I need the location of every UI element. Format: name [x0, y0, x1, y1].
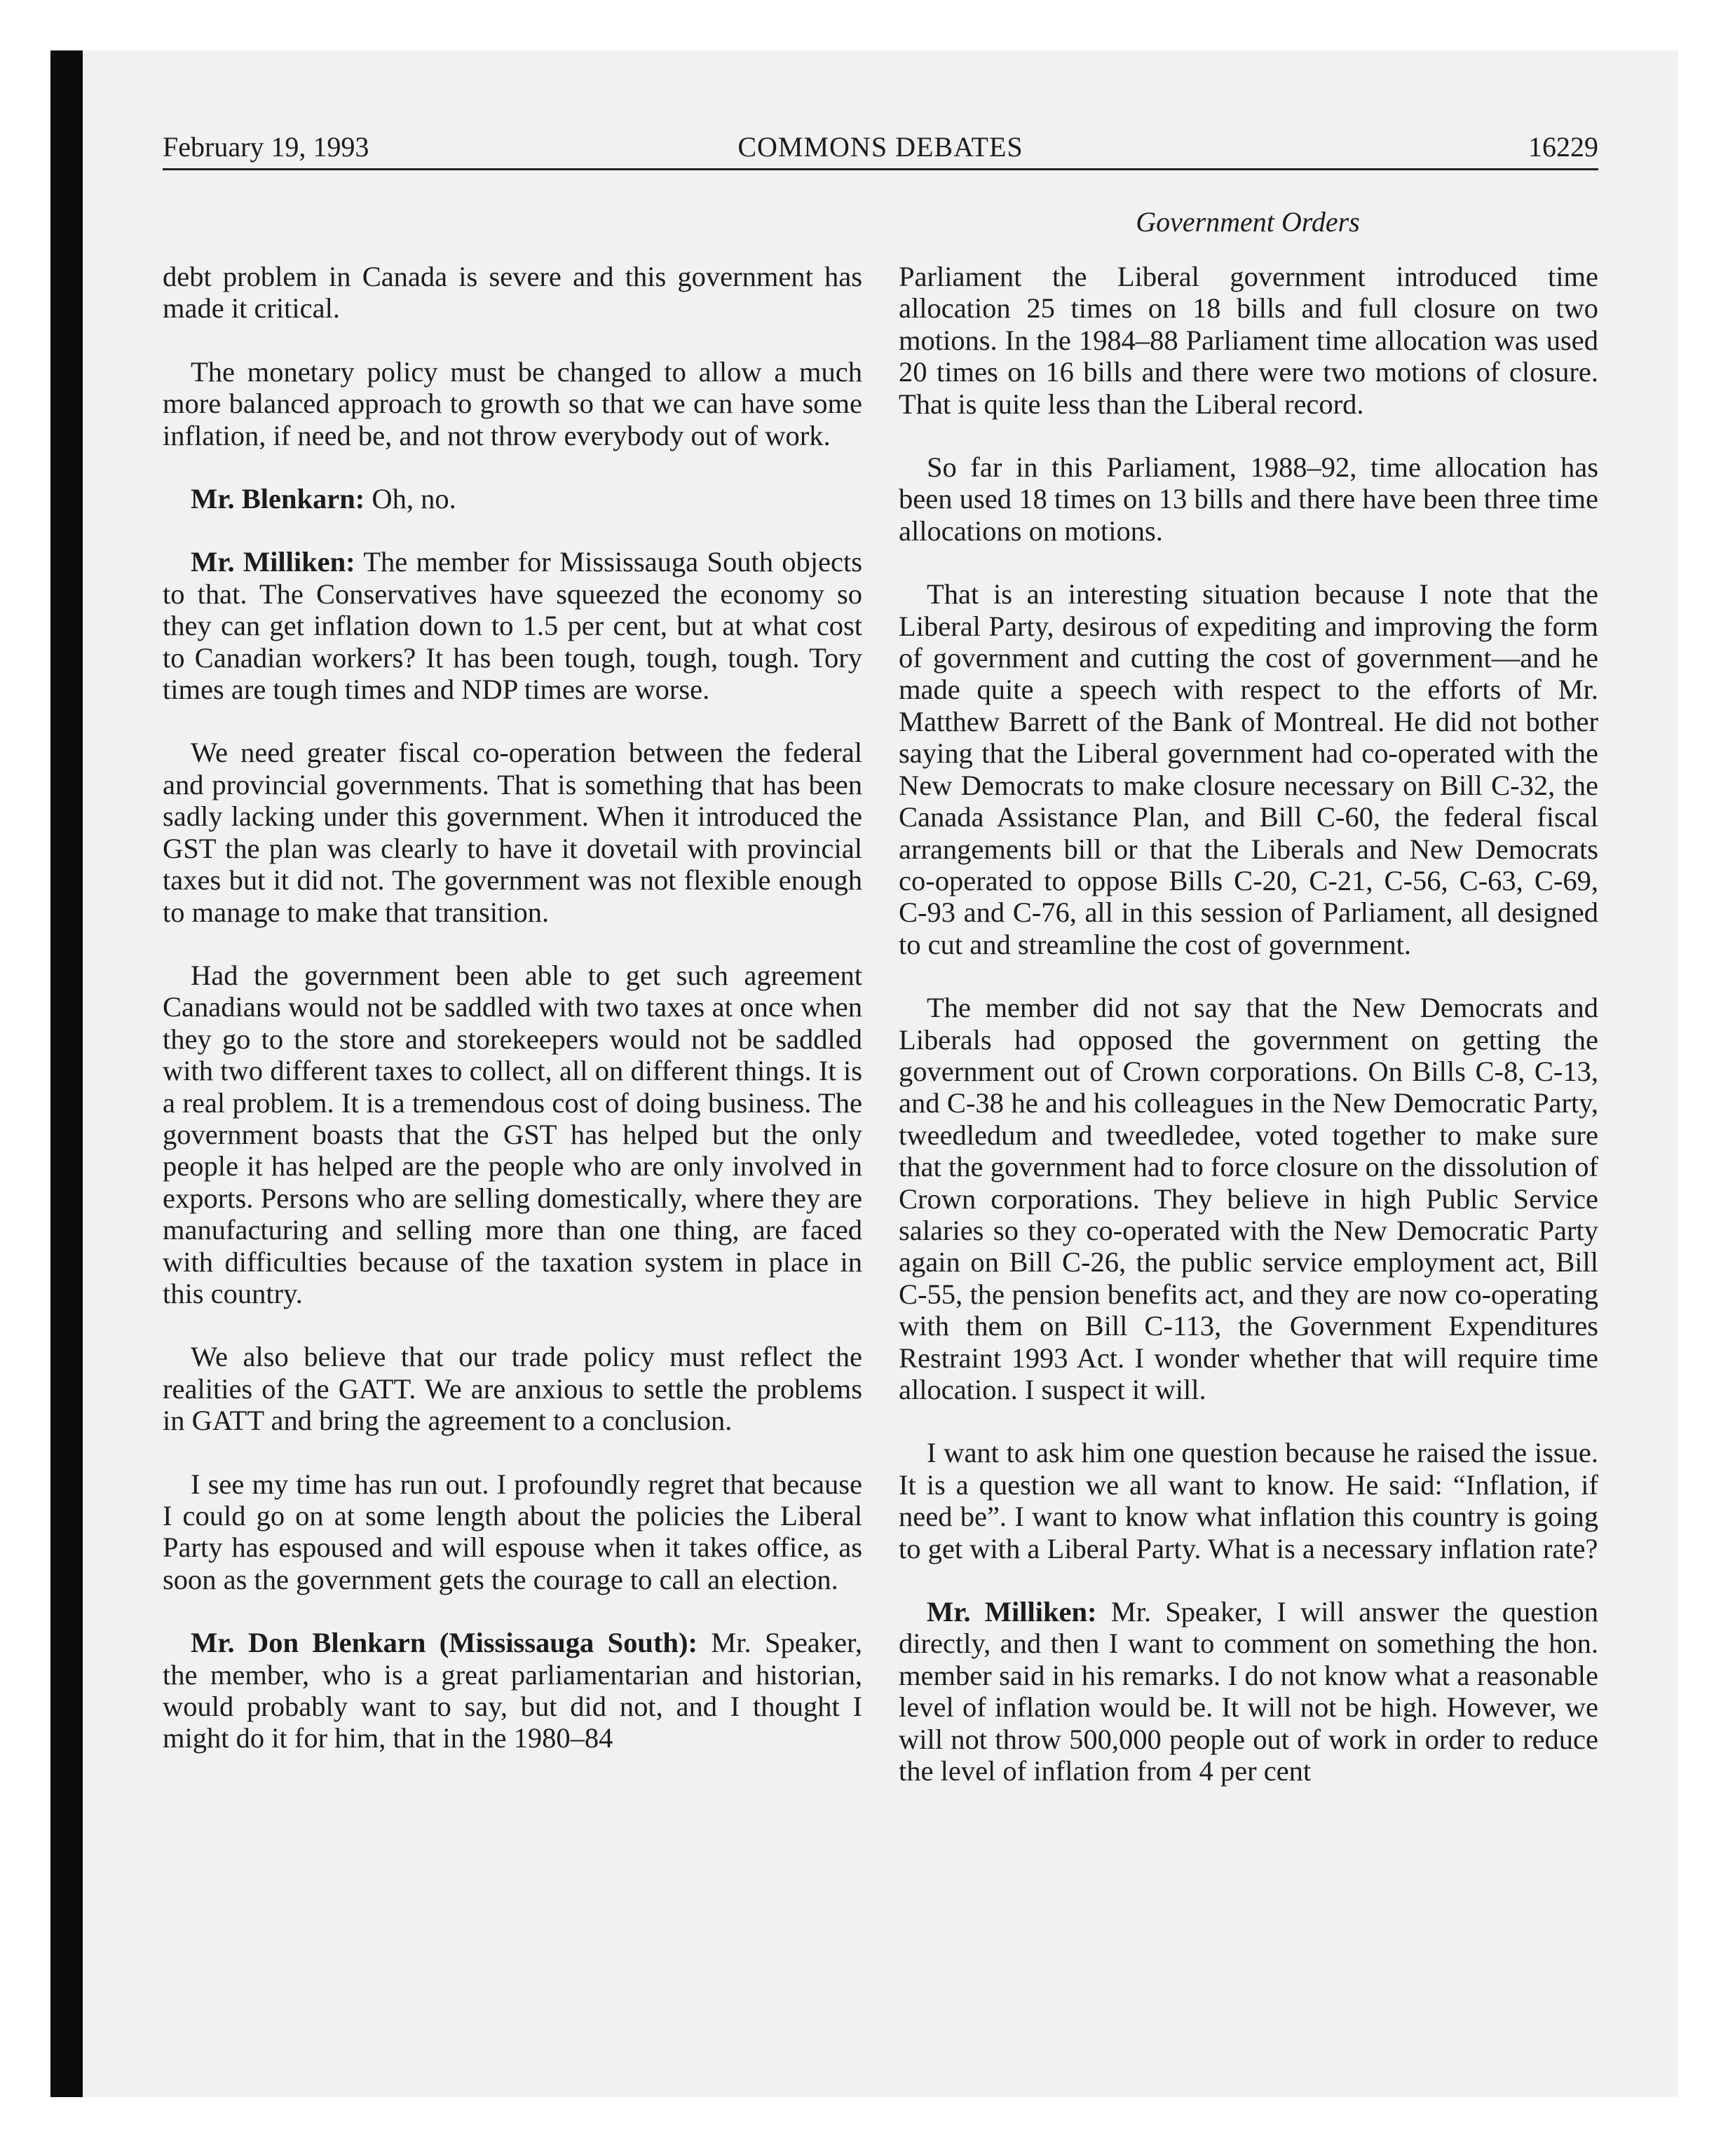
- header-date: February 19, 1993: [163, 131, 369, 163]
- paragraph: So far in this Parliament, 1988–92, time allocation has been used 18 times on 13 bills and there have been three time allocations on motions.: [899, 451, 1598, 547]
- section-heading: Government Orders: [1136, 206, 1360, 238]
- paragraph: Had the government been able to get such agreement Canadians would not be saddled with two taxes at once when they go to the store and storekeepers would not be saddled with two different taxes to collect, all on different things. It is a real problem. It is a tremendous cost of doing business. The government boasts that the GST has helped but the only people it has helped are the people who are only involved in exports. Persons who are selling domestically, where they are manufacturing and selling more than one thing, are faced with difficulties because of the taxation system in place in this country.: [163, 959, 862, 1309]
- paragraph: I want to ask him one question because he raised the issue. It is a question we all want to know. He said: “Inflation, if need be”. I want to know what inflation this country is going to get with a Liberal Party. What is a necessary inflation rate?: [899, 1437, 1598, 1564]
- speech-paragraph: [163, 1627, 862, 1754]
- header-title: COMMONS DEBATES: [737, 131, 1023, 163]
- paragraph: That is an interesting situation because I note that the Liberal Party, desirous of expediting and improving the form of government and cutting the cost of government—and he made quite a speech with respect to the efforts of Mr. Matthew Barrett of the Bank of Montreal. He did not bother saying that the Liberal government had co-operated with the New Democrats to make closure necessary on Bill C-32, the Canada Assistance Plan, and Bill C-60, the federal fiscal arrangements bill or that the Liberals and New Democrats co-operated to oppose Bills C-20, C-21, C-56, C-63, C-69, C-93 and C-76, all in this session of Parliament, all designed to cut and streamline the cost of government.: [899, 578, 1598, 960]
- speaker-name: Mr. Milliken:: [191, 546, 355, 578]
- speech-paragraph: [899, 1596, 1598, 1787]
- header-rule: [163, 168, 1598, 170]
- paragraph: I see my time has run out. I profoundly regret that because I could go on at some length about the policies the Liberal Party has espoused and will espouse when it takes office, as soon as the government gets the courage to call an election.: [163, 1468, 862, 1595]
- speech-text: Mr. Speaker, I will answer the question directly, and then I want to comment on something the hon. member said in his remarks. I do not know what a reasonable level of inflation would be. It will not be high. However, we will not throw 500,000 people out of work in order to reduce the level of inflation from 4 per cent: [899, 1596, 1598, 1787]
- paragraph: We also believe that our trade policy must reflect the realities of the GATT. We are anxious to settle the problems in GATT and bring the agreement to a conclusion.: [163, 1341, 862, 1437]
- paragraph: debt problem in Canada is severe and this government has made it critical.: [163, 261, 862, 325]
- speech-text: Mr. Speaker, the member, who is a great parliamentarian and historian, would probably want to say, but did not, and I thought I might do it for him, that in the 1980–84: [163, 1627, 862, 1754]
- speech-paragraph: [163, 546, 862, 705]
- speaker-name: Mr. Milliken:: [927, 1596, 1097, 1628]
- paragraph: The monetary policy must be changed to allow a much more balanced approach to growth so that we can have some inflation, if need be, and not throw everybody out of work.: [163, 355, 862, 451]
- paragraph: Parliament the Liberal government introduced time allocation 25 times on 18 bills and full closure on two motions. In the 1984–88 Parliament time allocation was used 20 times on 16 bills and there were two motions of closure. That is quite less than the Liberal record.: [899, 261, 1598, 420]
- paragraph: We need greater fiscal co-operation between the federal and provincial governments. That is something that has been sadly lacking under this government. When it introduced the GST the plan was clearly to have it dovetail with provincial taxes but it did not. The government was not flexible enough to manage to make that transition.: [163, 737, 862, 928]
- speaker-name: Mr. Don Blenkarn (Mississauga South):: [191, 1627, 698, 1659]
- page-number: 16229: [1528, 131, 1598, 163]
- left-column: [163, 261, 862, 1786]
- right-column: [899, 261, 1598, 1818]
- speech-paragraph: [163, 483, 862, 514]
- running-header: [163, 128, 1598, 167]
- speaker-name: Mr. Blenkarn:: [191, 483, 365, 515]
- scan-binding-edge: [50, 50, 83, 2097]
- speech-text: Oh, no.: [365, 483, 456, 515]
- speech-text: The member for Mississauga South objects to that. The Conservatives have squeezed the economy so they can get inflation down to 1.5 per cent, but at what cost to Canadian workers? It has been tough, tough, tough. Tory times are tough times and NDP times are worse.: [163, 546, 863, 706]
- paragraph: The member did not say that the New Democrats and Liberals had opposed the government on getting the government out of Crown corporations. On Bills C-8, C-13, and C-38 he and his colleagues in the New Democratic Party, tweedledum and tweedledee, voted together to make sure that the government had to force closure on the dissolution of Crown corporations. They believe in high Public Service salaries so they co-operated with the New Democratic Party again on Bill C-26, the public service employment act, Bill C-55, the pension benefits act, and they are now co-operating with them on Bill C-113, the Government Expenditures Restraint 1993 Act. I wonder whether that will require time allocation. I suspect it will.: [899, 992, 1598, 1405]
